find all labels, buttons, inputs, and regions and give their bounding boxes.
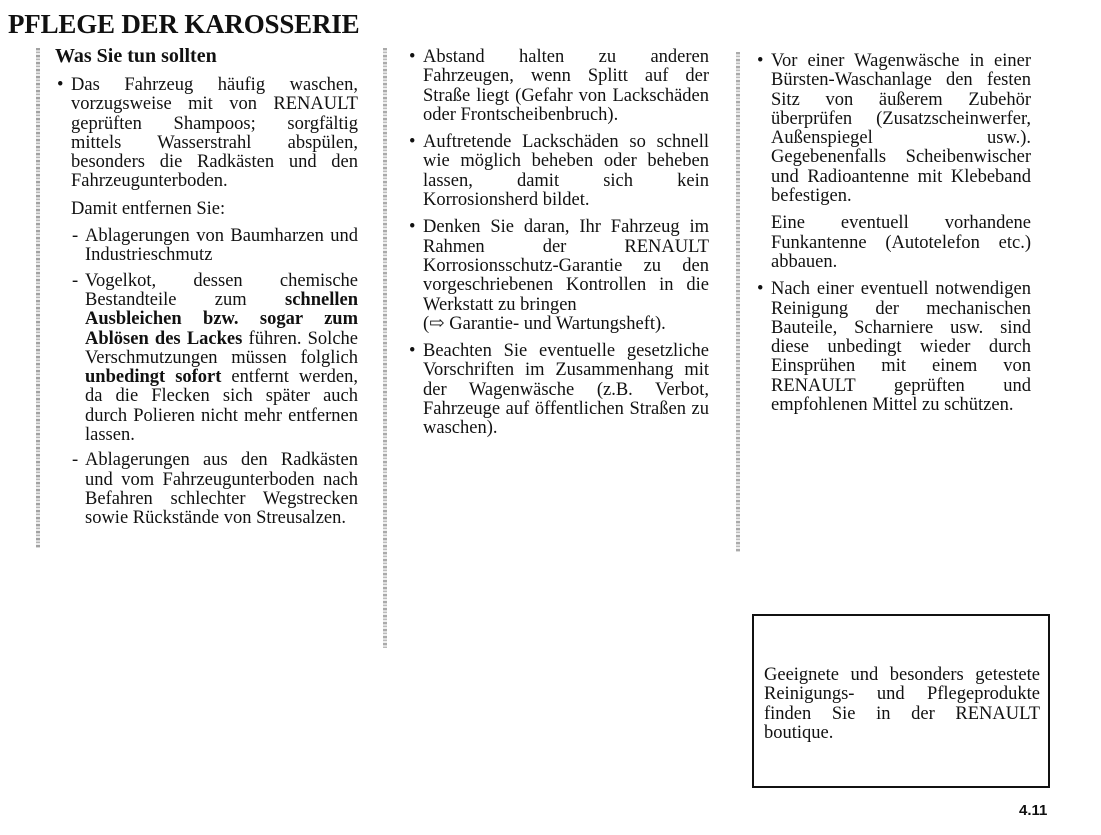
column-left (55, 44, 358, 535)
bullet-item-wash: • Das Fahrzeug häufig waschen, vorzugsweise mit von RENAULT geprüften Shampoos; sorgfältig mittels Wasserstrahl abspülen, besonders die Radkästen und den Fahrzeugunterboden. (55, 76, 358, 192)
bullet-item-regulations: • Beachten Sie eventuelle gesetzliche Vorschriften im Zusammenhang mit der Wagenwäsche (z.B. Verbot, Fahrzeuge auf öffentlichen Straßen zu waschen). (407, 342, 709, 438)
column-margin-rule (383, 48, 387, 648)
dash-item-resin: - Ablagerungen von Baumharzen und Industrieschmutz (71, 227, 358, 266)
bullet-item-paint-damage: • Auftretende Lackschäden so schnell wie möglich beheben oder beheben lassen, damit sich kein Korrosionsherd bildet. (407, 133, 709, 210)
antenna-note: Eine eventuell vorhandene Funkantenne (Autotelefon etc.) abbauen. (771, 213, 1031, 272)
bold-text: unbedingt sofort (85, 367, 222, 388)
page-title: PFLEGE DER KAROSSERIE (8, 9, 360, 39)
dash-item-road-salt: - Ablagerungen aus den Radkästen und vom Fahrzeugunterboden nach Befahren schlechter Wegstrecken sowie Rückstände von Streusalzen. (71, 451, 358, 528)
page-number: 4.11 (1019, 802, 1048, 819)
section-heading: Was Sie tun sollten (55, 45, 217, 67)
bullet-item-warranty (407, 218, 709, 334)
intro-text: Damit entfernen Sie: (71, 198, 226, 219)
bullet-item-protection: • Nach einer eventuell notwendigen Reinigung der mechanischen Bauteile, Scharniere usw. sind diese unbedingt wieder durch Einsprühen mit einem von RENAULT geprüften und empfohlenen Mittel zu schützen. (755, 280, 1031, 415)
cross-reference: (⇨ Garantie- und Wartungsheft). (423, 313, 666, 334)
bold-text: schnellen Ausbleichen bzw. sogar zum Ablösen des Lackes (85, 289, 358, 349)
column-right (755, 52, 1031, 423)
bullet-item-distance: • Abstand halten zu anderen Fahrzeugen, wenn Splitt auf der Straße liegt (Gefahr von Lackschäden oder Frontscheibenbruch). (407, 48, 709, 125)
column-margin-rule (36, 48, 40, 548)
text-span: führen. Solche Verschmutzungen müssen folglich (85, 328, 358, 368)
dash-item-bird-droppings (71, 272, 358, 446)
column-middle (407, 48, 709, 447)
text-span: entfernt werden, da die Flecken sich später auch durch Polieren nicht mehr entfernen lassen. (85, 367, 358, 446)
bullet-item-car-wash: • Vor einer Wagenwäsche in einer Bürsten-Waschanlage den festen Sitz von äußerem Zubehör überprüfen (Zusatzscheinwerfer, Außenspiegel usw.). Gegebenenfalls Scheibenwischer und Radioantenne mit Klebeband befestigen. (755, 52, 1031, 206)
text-span: Vogelkot, dessen chemische Bestandteile zum (85, 270, 358, 310)
column-margin-rule (736, 52, 740, 552)
info-box-text: Geeignete und besonders getestete Reinigungs- und Pflegeprodukte finden Sie in der RENAULT boutique. (764, 665, 1040, 743)
info-box (752, 614, 1050, 788)
text-span: Denken Sie daran, Ihr Fahrzeug im Rahmen der RENAULT Korrosionsschutz-Garantie zu den vorgeschriebenen Kontrollen in die Werkstatt zu bringen (423, 217, 709, 315)
